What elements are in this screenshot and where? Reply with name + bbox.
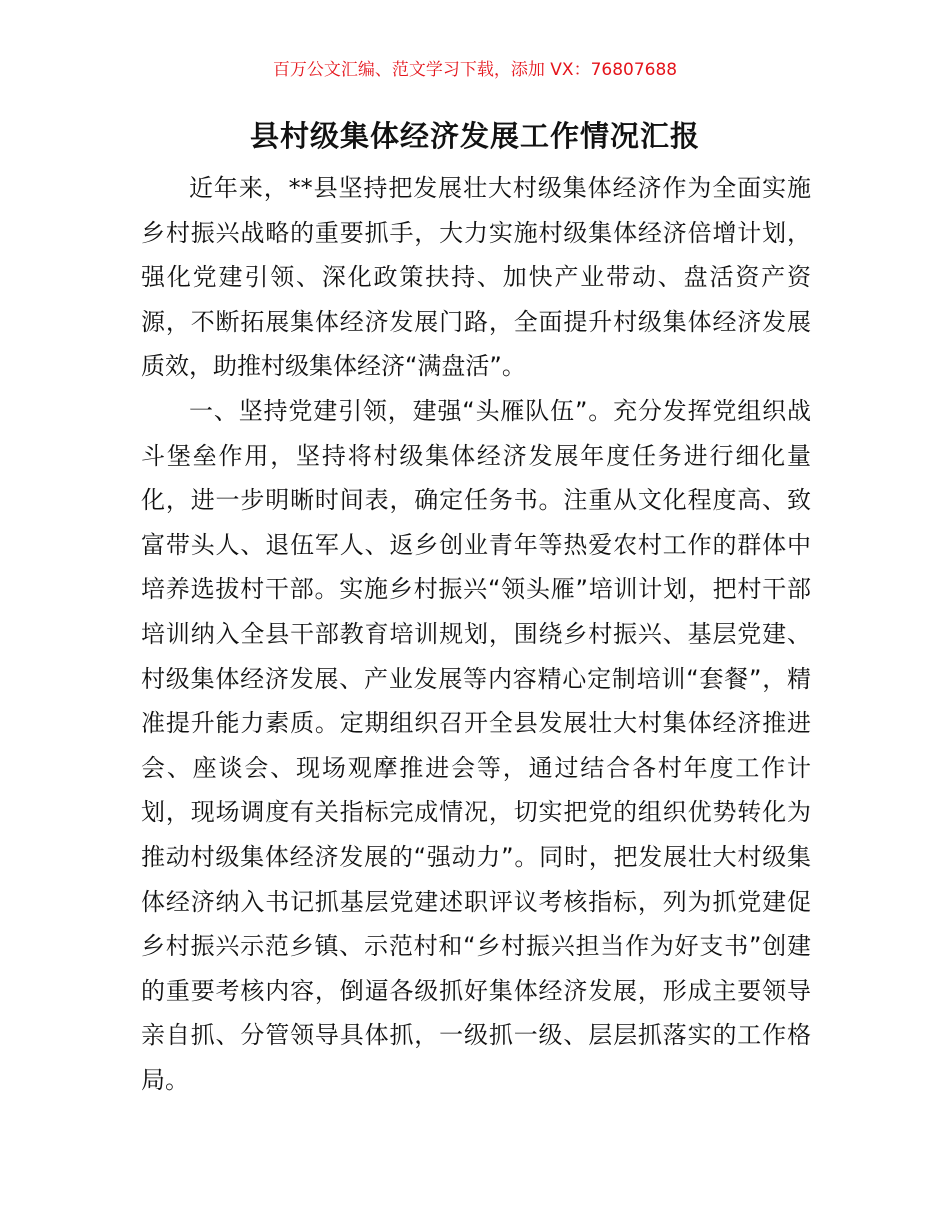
paragraph-section-one: 一、坚持党建引领，建强“头雁队伍”。充分发挥党组织战斗堡垒作用，坚持将村级集体经济发展年度任务进行细化量化，进一步明晰时间表，确定任务书。注重从文化程度高、致富带头人、退伍军人、返乡创业青年等热爱农村工作的群体中培养选拔村干部。实施乡村振兴“领头雁”培训计划，把村干部培训纳入全县干部教育培训规划，围绕乡村振兴、基层党建、村级集体经济发展、产业发展等内容精心定制培训“套餐”，精准提升能力素质。定期组织召开全县发展壮大村集体经济推进会、座谈会、现场观摩推进会等，通过结合各村年度工作计划，现场调度有关指标完成情况，切实把党的组织优势转化为推动村级集体经济发展的“强动力”。同时，把发展壮大村级集体经济纳入书记抓基层党建述职评议考核指标，列为抓党建促乡村振兴示范乡镇、示范村和“乡村振兴担当作为好支书”创建的重要考核内容，倒逼各级抓好集体经济发展，形成主要领导亲自抓、分管领导具体抓，一级抓一级、层层抓落实的工作格局。 xyxy=(141,396,811,1094)
watermark-banner: 百万公文汇编、范文学习下载，添加 VX：76807688 xyxy=(272,60,678,80)
document-title: 县村级集体经济发展工作情况汇报 xyxy=(249,119,700,153)
document-body xyxy=(141,166,811,1102)
paragraph-intro: 近年来，**县坚持把发展壮大村级集体经济作为全面实施乡村振兴战略的重要抓手，大力实施村级集体经济倍增计划，强化党建引领、深化政策扶持、加快产业带动、盘活资产资源，不断拓展集体经济发展门路，全面提升村级集体经济发展质效，助推村级集体经济“满盘活”。 xyxy=(141,174,811,381)
